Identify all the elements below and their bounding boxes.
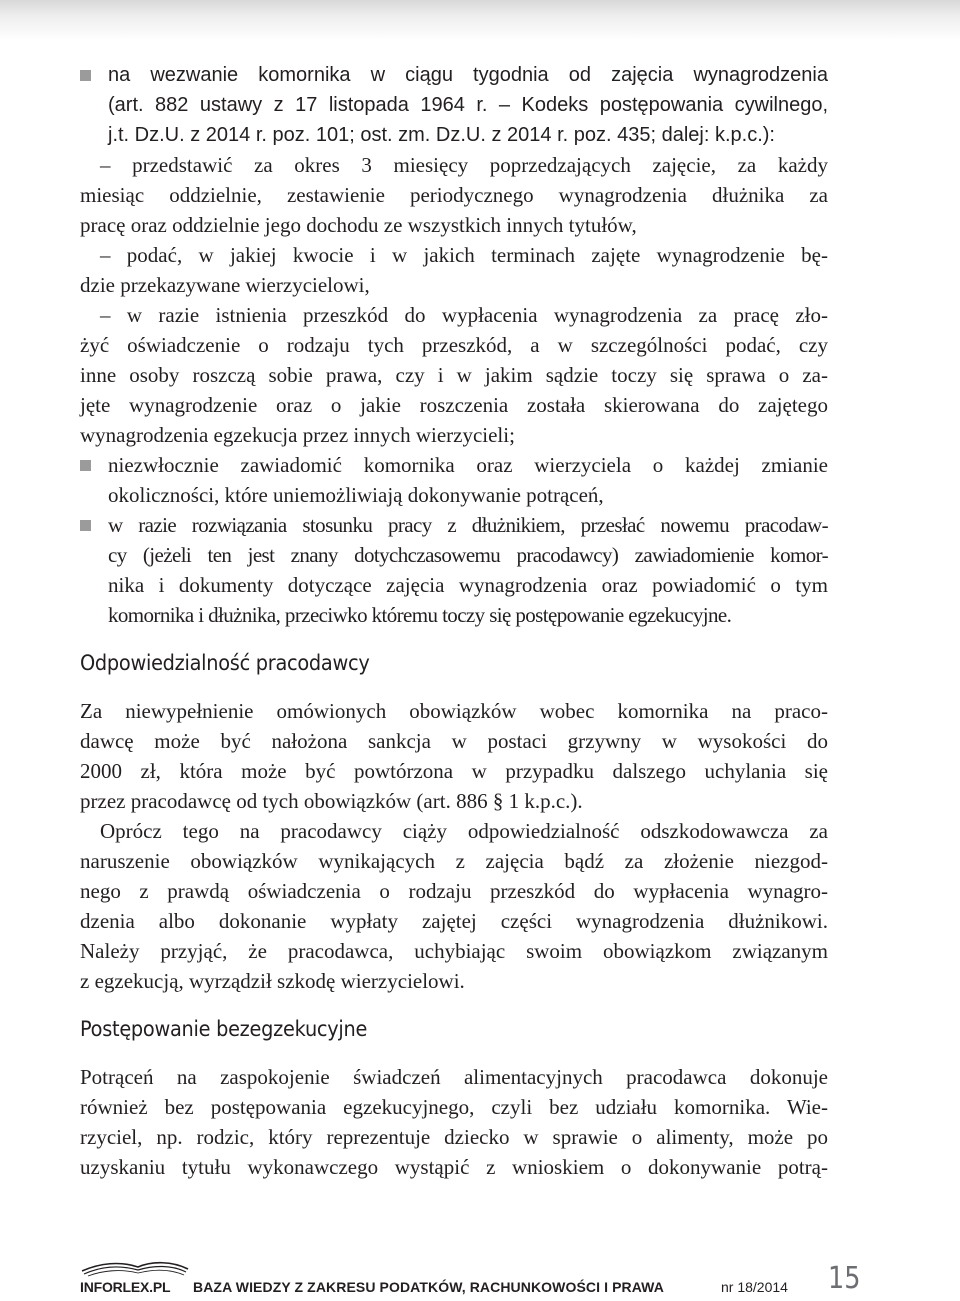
- paragraph-line: Za niewypełnienie omówionych obowiązków wobec komornika na praco-: [80, 699, 828, 723]
- dash-line: wynagrodzenia egzekucja przez innych wierzycieli;: [80, 423, 515, 447]
- paragraph-line: 2000 zł, która może być powtórzona w przypadku dalszego uchylania się: [80, 759, 828, 783]
- logo-text: INFORLEX.PL: [80, 1279, 171, 1295]
- dash-item: [80, 150, 828, 240]
- footer-title: BAZA WIEDZY Z ZAKRESU PODATKÓW, RACHUNKOWOŚCI I PRAWA: [193, 1279, 664, 1295]
- section-heading: Postępowanie bezegzekucyjne: [80, 1017, 368, 1041]
- issue-number: nr 18/2014: [721, 1279, 788, 1295]
- paragraph: [80, 816, 828, 996]
- bullet-item: [80, 450, 828, 510]
- paragraph-line: rzyciel, np. rodzic, który reprezentuje dziecko w sprawie o alimenty, może po: [80, 1125, 828, 1149]
- dash-item: [80, 240, 828, 300]
- dash-line: – w razie istnienia przeszkód do wypłacenia wynagrodzenia za pracę zło-: [100, 303, 828, 327]
- paragraph: [80, 1062, 828, 1182]
- dash-line: inne osoby roszczą sobie prawa, czy i w jakim sądzie toczy się sprawa o za-: [80, 363, 828, 387]
- bullet-line: cy (jeżeli ten jest znany dotychczasowemu pracodawcy) zawiadomienie komor-: [108, 543, 828, 567]
- paragraph-line: również bez postępowania egzekucyjnego, czyli bez udziału komornika. Wie-: [80, 1095, 828, 1119]
- page-footer: [80, 1253, 861, 1296]
- paragraph-line: Należy przyjąć, że pracodawca, uchybiając swoim obowiązkom związanym: [80, 939, 828, 963]
- bullet-line: nika i dokumenty dotyczące zajęcia wynagrodzenia oraz powiadomić o tym: [108, 573, 828, 597]
- dash-line: – podać, w jakiej kwocie i w jakich terminach zajęte wynagrodzenie bę-: [100, 243, 828, 267]
- bullet-item: [80, 510, 828, 630]
- dash-line: jęte wynagrodzenie oraz o jakie roszczenia została skierowana do zajętego: [80, 393, 828, 417]
- page-number: 15: [828, 1261, 861, 1296]
- bullet-item: [80, 60, 828, 150]
- dash-line: – przedstawić za okres 3 miesięcy poprzedzających zajęcie, za każdy: [100, 153, 828, 177]
- paragraph-line: dawcę może być nałożona sankcja w postaci grzywny w wysokości do: [80, 729, 828, 753]
- top-scan-shadow: [0, 0, 960, 40]
- dash-line: pracę oraz oddzielnie jego dochodu ze wszystkich innych tytułów,: [80, 213, 637, 237]
- bullet-line: w razie rozwiązania stosunku pracy z dłużnikiem, przesłać nowemu pracodaw-: [80, 510, 828, 540]
- bullet-line: j.t. Dz.U. z 2014 r. poz. 101; ost. zm. Dz.U. z 2014 r. poz. 435; dalej: k.p.c.):: [108, 124, 775, 146]
- paragraph-line: z egzekucją, wyrządził szkodę wierzycielowi.: [80, 969, 465, 993]
- dash-line: miesiąc oddzielnie, zestawienie periodycznego wynagrodzenia dłużnika za: [80, 183, 828, 207]
- dash-line: żyć oświadczenie o rodzaju tych przeszkód, a w szczególności podać, czy: [80, 333, 828, 357]
- paragraph-line: przez pracodawcę od tych obowiązków (art. 886 § 1 k.p.c.).: [80, 789, 583, 813]
- section-heading: Odpowiedzialność pracodawcy: [80, 651, 370, 675]
- dash-line: dzie przekazywane wierzycielowi,: [80, 273, 370, 297]
- bullet-line: niezwłocznie zawiadomić komornika oraz wierzyciela o każdej zmianie: [80, 450, 828, 480]
- bullet-line: (art. 882 ustawy z 17 listopada 1964 r. – Kodeks postępowania cywilnego,: [108, 94, 828, 116]
- page-content: [80, 60, 828, 1182]
- paragraph-line: uzyskaniu tytułu wykonawczego wystąpić z wnioskiem o dokonywanie potrą-: [80, 1155, 828, 1179]
- paragraph-line: Oprócz tego na pracodawcy ciąży odpowiedzialność odszkodowawcza za: [100, 819, 828, 843]
- bullet-line: okoliczności, które uniemożliwiają dokonywanie potrąceń,: [108, 483, 604, 507]
- bullet-line: komornika i dłużnika, przeciwko któremu toczy się postępowanie egzekucyjne.: [108, 603, 732, 627]
- inforlex-logo-icon: [80, 1257, 190, 1277]
- paragraph-line: naruszenie obowiązków wynikających z zajęcia bądź za złożenie niezgod-: [80, 849, 828, 873]
- dash-item: [80, 300, 828, 450]
- paragraph-line: Potrąceń na zaspokojenie świadczeń alimentacyjnych pracodawca dokonuje: [80, 1065, 828, 1089]
- paragraph-line: dzenia albo dokonanie wypłaty zajętej części wynagrodzenia dłużnikowi.: [80, 909, 828, 933]
- paragraph-line: nego z prawdą oświadczenia o rodzaju przeszkód do wypłacenia wynagro-: [80, 879, 828, 903]
- paragraph: [80, 696, 828, 816]
- bullet-line: na wezwanie komornika w ciągu tygodnia od zajęcia wynagrodzenia: [80, 60, 828, 90]
